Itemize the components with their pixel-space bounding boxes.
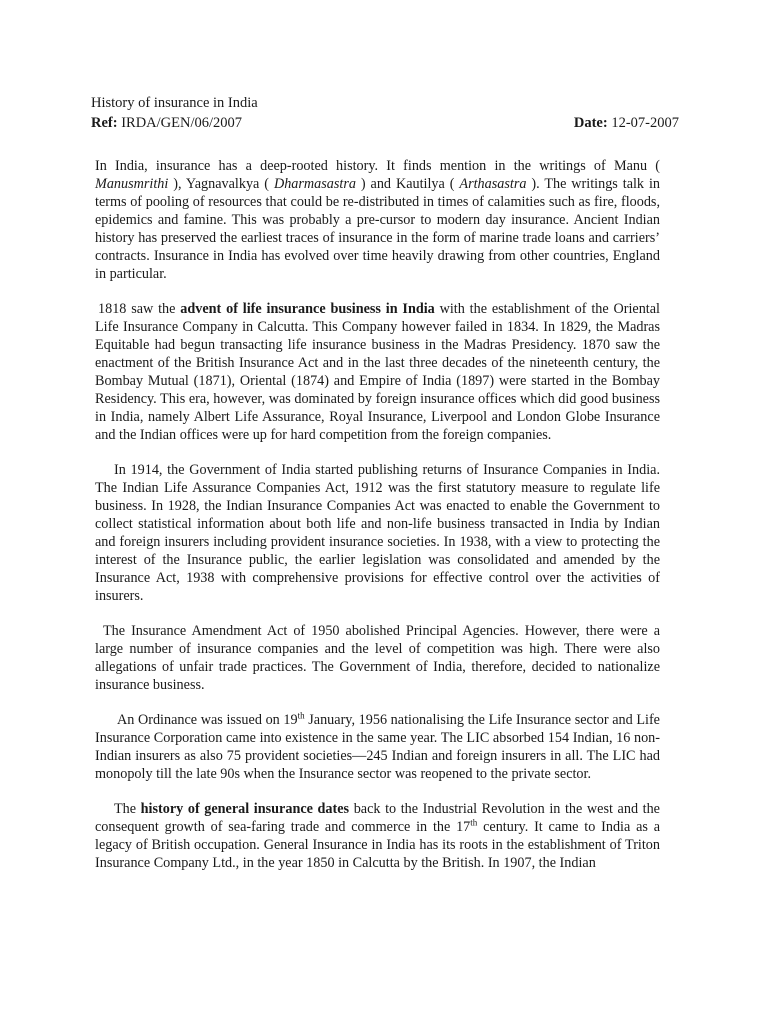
text-run: The <box>114 801 141 817</box>
emphasis-phrase: history of general insurance dates <box>140 801 350 817</box>
reference-line <box>91 114 679 134</box>
text-run: with the establishment of the Oriental Life Insurance Company in Calcutta. This Company however failed in 1834. In 1829, the Madras Equitable had begun transacting life insurance business in the Madras Presidency. 1870 saw the enactment of the British Insurance Act and in the last three decades of the nineteenth century, the Bombay Mutual (1871), Oriental (1874) and Empire of India (1897) were started in the Bombay Residency. This era, however, was dominated by foreign insurance offices which did good business in India, namely Albert Life Assurance, Royal Insurance, Liverpool and London Globe Insurance and the Indian offices were up for hard competition from the foreign companies. <box>95 301 660 443</box>
paragraph-general-insurance <box>95 800 660 872</box>
ordinal-suffix: th <box>470 817 478 828</box>
text-run: back to the Industrial Revolution in the west and the consequent growth of sea-faring trade and commerce in the 17 <box>95 801 660 835</box>
text-run: The Insurance Amendment Act of 1950 abolished Principal Agencies. However, there were a large number of insurance companies and the level of competition was high. There were also allegations of unfair trade practices. The Government of India, therefore, decided to nationalize insurance business. <box>95 623 660 693</box>
reference-block <box>91 114 242 132</box>
text-run: ) and Kautilya ( <box>355 176 460 192</box>
text-run: In 1914, the Government of India started publishing returns of Insurance Companies in India. The Indian Life Assurance Companies Act, 1912 was the first statutory measure to regulate life business. In 1928, the Indian Insurance Companies Act was enacted to enable the Government to collect statistical information about both life and non-life business transacted in India by Indian and foreign insurers including provident insurance societies. In 1938, with a view to protecting the interest of the Insurance public, the earlier legislation was consolidated and amended by the Insurance Act, 1938 with comprehensive provisions for effective control over the activities of insurers. <box>95 462 660 604</box>
paragraph-ancient-history <box>95 157 660 283</box>
italic-term: Dharmasastra <box>273 176 356 192</box>
text-run: In India, insurance has a deep-rooted history. It finds mention in the writings of Manu ( <box>95 158 660 174</box>
text-run: century. It came to India as a legacy of British occupation. General Insurance in India has its roots in the establishment of Triton Insurance Company Ltd., in the year 1850 in Calcutta by the British. In 1907, the Indian <box>95 819 660 871</box>
paragraph-nationalisation <box>95 711 660 783</box>
paragraph-amendment-act <box>95 622 660 694</box>
date-label: Date: <box>573 115 608 131</box>
date-value: 12-07-2007 <box>607 115 679 131</box>
text-run: ). The writings talk in terms of pooling of resources that could be re-distributed in times of calamities such as fire, floods, epidemics and famine. This was probably a pre-cursor to modern day insurance. Ancient Indian history has preserved the earliest traces of insurance in the form of marine trade loans and carriers’ contracts. Insurance in India has evolved over time heavily drawing from other countries, England in particular. <box>95 176 660 282</box>
ref-value: IRDA/GEN/06/2007 <box>117 115 243 131</box>
text-run: An Ordinance was issued on 19 <box>117 712 298 728</box>
ordinal-suffix: th <box>297 710 305 721</box>
italic-term: Arthasastra <box>459 176 527 192</box>
date-block <box>574 114 679 132</box>
italic-term: Manusmrithi <box>95 176 169 192</box>
ref-label: Ref: <box>91 115 118 131</box>
text-run: January, 1956 nationalising the Life Insurance sector and Life Insurance Corporation came into existence in the same year. The LIC absorbed 154 Indian, 16 non-Indian insurers as also 75 provident societies—245 Indian and foreign insurers in all. The LIC had monopoly till the late 90s when the Insurance sector was reopened to the private sector. <box>95 712 660 782</box>
document-body <box>95 157 660 889</box>
text-run: ), Yagnavalkya ( <box>168 176 274 192</box>
paragraph-life-insurance-advent <box>95 300 660 444</box>
document-title: History of insurance in India <box>91 95 258 111</box>
emphasis-phrase: advent of life insurance business in India <box>180 301 435 317</box>
text-run: 1818 saw the <box>98 301 181 317</box>
paragraph-legislation <box>95 461 660 605</box>
